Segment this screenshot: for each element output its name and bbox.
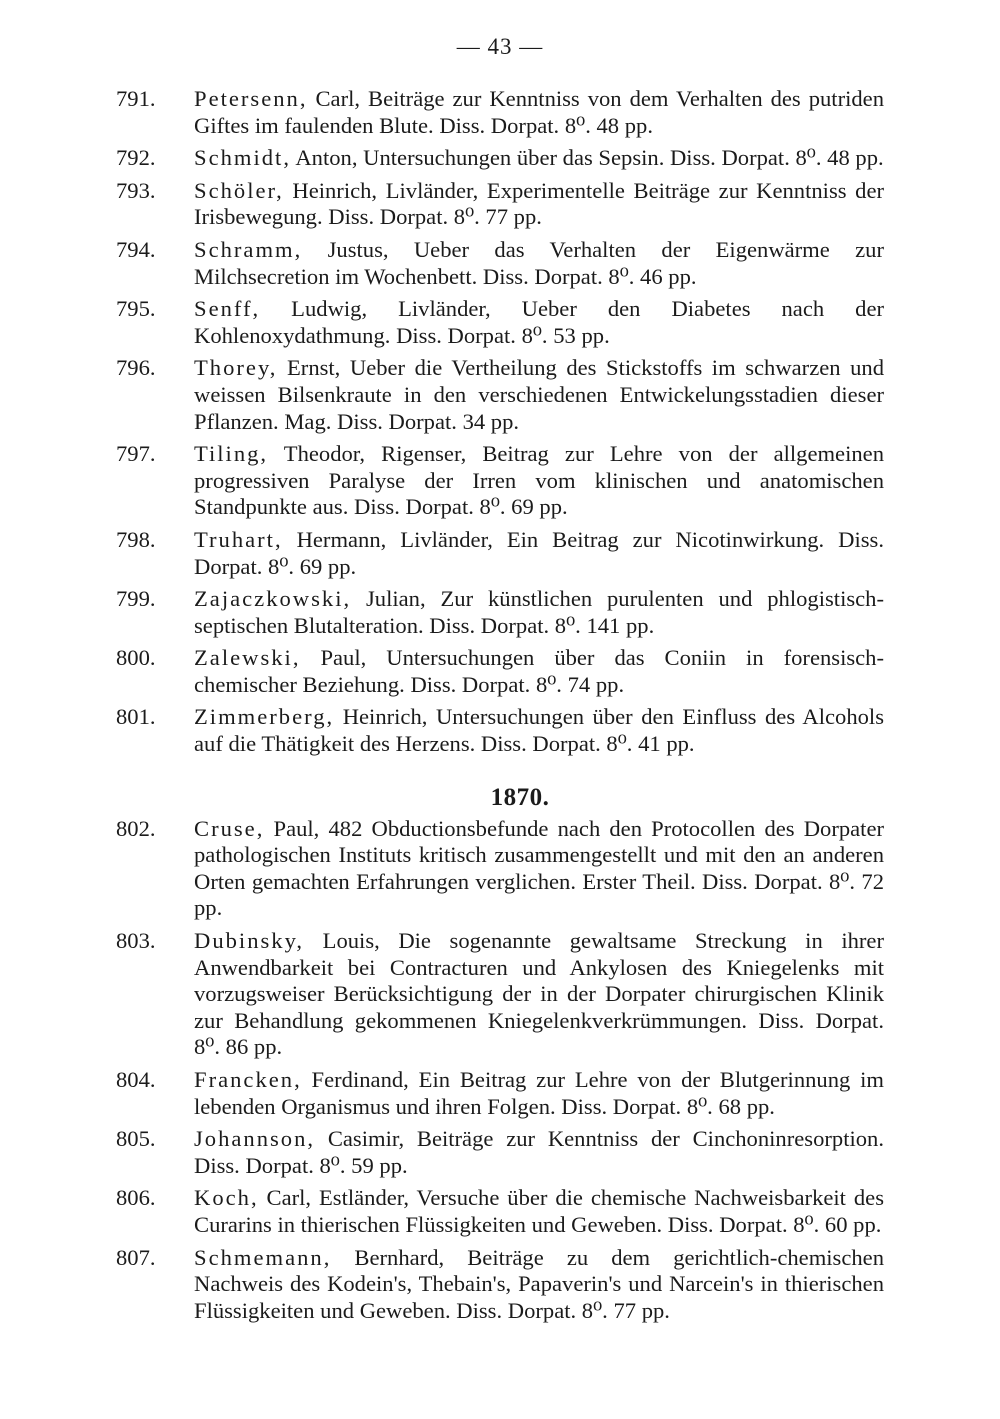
entry-text: Casimir, Beiträge zur Kenntniss der Cinchoninresorption. Diss. Dorpat. 8⁰. 59 pp. [194, 1126, 884, 1178]
entry-text: Ludwig, Livländer, Ueber den Diabetes nach der Kohlenoxydathmung. Diss. Dorpat. 8⁰. 53 pp. [194, 296, 884, 348]
bibliography-entry [116, 145, 884, 172]
bibliography-entry [116, 441, 884, 521]
entry-text: Paul, 482 Obductionsbefunde nach den Protocollen des Dorpater pathologischen Instituts kritisch zusammengestellt und mit den an anderen Orten gemachten Erfahrungen verglichen. Erster Theil. Diss. Dorpat. 8⁰. 72 pp. [194, 815, 884, 921]
bibliography-entry [116, 928, 884, 1061]
bibliography-entry [116, 1245, 884, 1325]
bibliography-entry [116, 704, 884, 757]
bibliography-entry [116, 1185, 884, 1238]
entry-number: 805. [116, 1126, 156, 1152]
entry-text: Heinrich, Livländer, Experimentelle Beiträge zur Kenntniss der Irisbewegung. Diss. Dorpat. 8⁰. 77 pp. [194, 177, 884, 230]
bibliography-entry [116, 296, 884, 349]
section-year-heading: 1870. [490, 783, 550, 811]
entry-number: 797. [116, 441, 156, 467]
entry-text: Ferdinand, Ein Beitrag zur Lehre von der Blutgerinnung im lebenden Organismus und ihren Folgen. Diss. Dorpat. 8⁰. 68 pp. [194, 1067, 884, 1119]
entry-number: 807. [116, 1244, 156, 1270]
bibliography-entry [116, 527, 884, 580]
entry-author: Cruse, [194, 815, 265, 841]
entry-author: Francken, [194, 1067, 302, 1092]
entry-number: 802. [116, 815, 156, 841]
entry-author: Petersenn, [194, 86, 308, 111]
entry-text: Ernst, Ueber die Vertheilung des Stickstoffs im schwarzen und weissen Bilsenkraute in den verschiedenen Entwickelungsstadien dieser Pflanzen. Mag. Diss. Dorpat. 34 pp. [194, 355, 884, 434]
entry-text: Justus, Ueber das Verhalten der Eigenwärme zur Milchsecretion im Wochenbett. Diss. Dorpat. 8⁰. 46 pp. [194, 236, 884, 289]
entry-text: Carl, Beiträge zur Kenntniss von dem Verhalten des putriden Giftes im faulenden Blute. Diss. Dorpat. 8⁰. 48 pp. [194, 86, 884, 138]
entry-text: Hermann, Livländer, Ein Beitrag zur Nicotinwirkung. Diss. Dorpat. 8⁰. 69 pp. [194, 526, 884, 579]
entry-number: 792. [116, 145, 156, 171]
entry-author: Zajaczkowski, [194, 586, 352, 612]
entry-number: 791. [116, 86, 156, 111]
entry-author: Truhart, [194, 526, 283, 552]
entry-text: Julian, Zur künstlichen purulenten und phlogistisch-septischen Blutalteration. Diss. Dorpat. 8⁰. 141 pp. [194, 586, 884, 638]
bibliography-entry [116, 178, 884, 231]
entry-author: Tiling, [194, 441, 269, 467]
bibliography-entry [116, 816, 884, 922]
entry-author: Koch, [194, 1185, 259, 1211]
entry-author: Thorey, [194, 355, 278, 381]
bibliography-entry [116, 645, 884, 698]
entry-number: 793. [116, 177, 156, 203]
entry-text: Carl, Estländer, Versuche über die chemische Nachweisbarkeit des Curarins in thierischen Flüssigkeiten und Geweben. Diss. Dorpat. 8⁰. 60 pp. [194, 1185, 884, 1237]
entry-text: Paul, Untersuchungen über das Coniin in forensisch-chemischer Beziehung. Diss. Dorpat. 8⁰. 74 pp. [194, 645, 884, 697]
bibliography-entry [116, 86, 884, 139]
entry-number: 803. [116, 928, 156, 954]
bibliography-entry [116, 237, 884, 290]
entry-number: 806. [116, 1185, 156, 1211]
entry-author: Schöler, [194, 177, 284, 203]
entry-number: 804. [116, 1067, 156, 1092]
entry-number: 796. [116, 355, 156, 381]
bibliography-entry [116, 1067, 884, 1120]
entry-number: 798. [116, 526, 156, 552]
entry-author: Dubinsky, [194, 928, 305, 954]
entry-text: Heinrich, Untersuchungen über den Einfluss des Alcohols auf die Thätigkeit des Herzens. Diss. Dorpat. 8⁰. 41 pp. [194, 704, 884, 757]
entry-author: Zalewski, [194, 645, 301, 671]
bibliography-list [116, 86, 884, 1330]
entry-text: Theodor, Rigenser, Beitrag zur Lehre von der allgemeinen progressiven Paralyse der Irren vom klinischen und anatomischen Standpunkte aus. Diss. Dorpat. 8⁰. 69 pp. [194, 441, 884, 520]
entry-text: Bernhard, Beiträge zu dem gerichtlich-chemischen Nachweis des Kodein's, Thebain's, Papaverin's und Narcein's in thierischen Flüssigkeiten und Geweben. Diss. Dorpat. 8⁰. 77 pp. [194, 1244, 884, 1323]
entry-author: Schramm, [194, 236, 303, 262]
bibliography-entry [116, 355, 884, 435]
entry-text: Anton, Untersuchungen über das Sepsin. Diss. Dorpat. 8⁰. 48 pp. [290, 145, 884, 171]
entry-author: Schmemann, [194, 1244, 332, 1270]
entry-number: 801. [116, 704, 156, 730]
entry-text: Louis, Die sogenannte gewaltsame Streckung in ihrer Anwendbarkeit bei Contracturen und Ankylosen des Kniegelenks mit vorzugsweiser Berücksichtigung der in der Dorpater chirurgischen Klinik zur Behandlung gekommenen Kniegelenkverkrümmungen. Diss. Dorpat. 8⁰. 86 pp. [194, 928, 884, 1060]
entry-number: 795. [116, 296, 156, 322]
page-number: — 43 — [456, 34, 544, 59]
entry-number: 800. [116, 645, 156, 671]
entry-author: Zimmerberg, [194, 704, 335, 730]
bibliography-entry [116, 1126, 884, 1179]
entry-number: 794. [116, 236, 156, 262]
entry-author: Senff, [194, 296, 261, 322]
entry-author: Schmidt, [194, 145, 291, 171]
entry-number: 799. [116, 586, 156, 612]
bibliography-entry [116, 586, 884, 639]
entry-author: Johannson, [194, 1126, 316, 1152]
